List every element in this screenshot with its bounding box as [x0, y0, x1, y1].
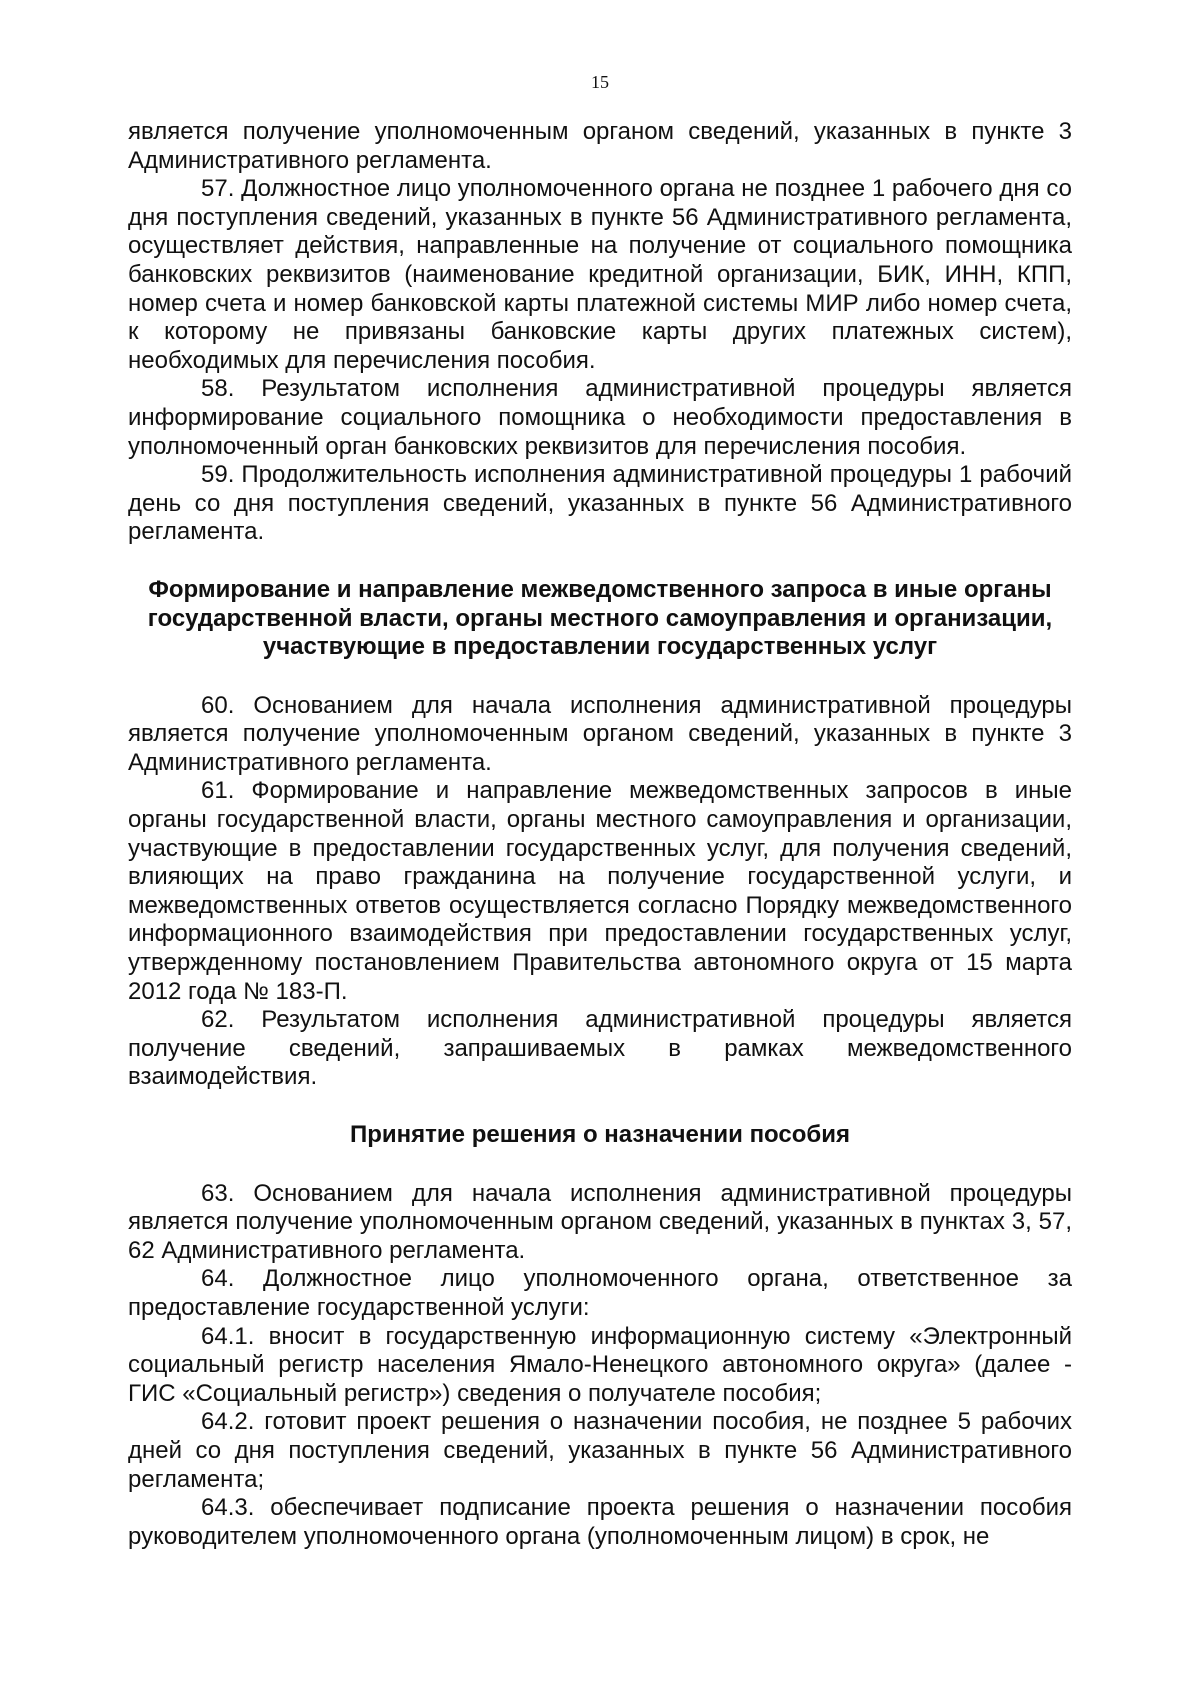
paragraph-64-1: 64.1. вносит в государственную информационную систему «Электронный социальный регистр населения Ямало-Ненецкого автономного округа» (далее - ГИС «Социальный регистр») сведения о получателе пособия; [128, 1322, 1072, 1407]
section-gap [128, 662, 1072, 692]
paragraph-64-3: 64.3. обеспечивает подписание проекта решения о назначении пособия руководителем уполномоченного органа (уполномоченным лицом) в срок, не [128, 1494, 1072, 1550]
paragraph-63: 63. Основанием для начала исполнения административной процедуры является получение уполномоченным органом сведений, указанных в пунктах 3, 57, 62 Административного регламента. [128, 1179, 1072, 1264]
paragraph-64-2: 64.2. готовит проект решения о назначении пособия, не позднее 5 рабочих дней со дня поступления сведений, указанных в пункте 56 Административного регламента; [128, 1408, 1072, 1493]
paragraph-62: 62. Результатом исполнения административной процедуры является получение сведений, запрашиваемых в рамках межведомственного взаимодействия. [128, 1006, 1072, 1091]
section-gap [128, 1150, 1072, 1180]
paragraph-60: 60. Основанием для начала исполнения административной процедуры является получение уполномоченным органом сведений, указанных в пункте 3 Административного регламента. [128, 691, 1072, 776]
paragraph-59: 59. Продолжительность исполнения административной процедуры 1 рабочий день со дня поступления сведений, указанных в пункте 56 Административного регламента. [128, 461, 1072, 546]
paragraph-64: 64. Должностное лицо уполномоченного органа, ответственное за предоставление государственной услуги: [128, 1265, 1072, 1321]
document-body [128, 118, 1072, 1551]
paragraph-57: 57. Должностное лицо уполномоченного органа не позднее 1 рабочего дня со дня поступления сведений, указанных в пункте 56 Административного регламента, осуществляет действия, направленные на получение от социального помощника банковских реквизитов (наименование кредитной организации, БИК, ИНН, КПП, номер счета и номер банковской карты платежной системы МИР либо номер счета, к которому не привязаны банковские карты других платежных систем), необходимых для перечисления пособия. [128, 175, 1072, 374]
section-heading-benefit-decision: Принятие решения о назначении пособия [350, 1121, 850, 1148]
section-gap [128, 1092, 1072, 1121]
page-number: 15 [591, 72, 609, 92]
paragraph-61: 61. Формирование и направление межведомственных запросов в иные органы государственной власти, органы местного самоуправления и организации, участвующие в предоставлении государственных услуг, для получения сведений, влияющих на право гражданина на получение государственной услуги, и межведомственных ответов осуществляется согласно Порядку межведомственного информационного взаимодействия при предоставлении государственных услуг, утвержденному постановлением Правительства автономного округа от 15 марта 2012 года № 183-П. [128, 777, 1072, 1005]
section-heading-interagency-request: Формирование и направление межведомственного запроса в иные органы государственной власти, органы местного самоуправления и организации, участвующие в предоставлении государственных услуг [147, 575, 1053, 661]
section-gap [128, 547, 1072, 576]
paragraph-continuation: является получение уполномоченным органом сведений, указанных в пункте 3 Административного регламента. [128, 118, 1072, 174]
paragraph-58: 58. Результатом исполнения административной процедуры является информирование социального помощника о необходимости предоставления в уполномоченный орган банковских реквизитов для перечисления пособия. [128, 375, 1072, 460]
